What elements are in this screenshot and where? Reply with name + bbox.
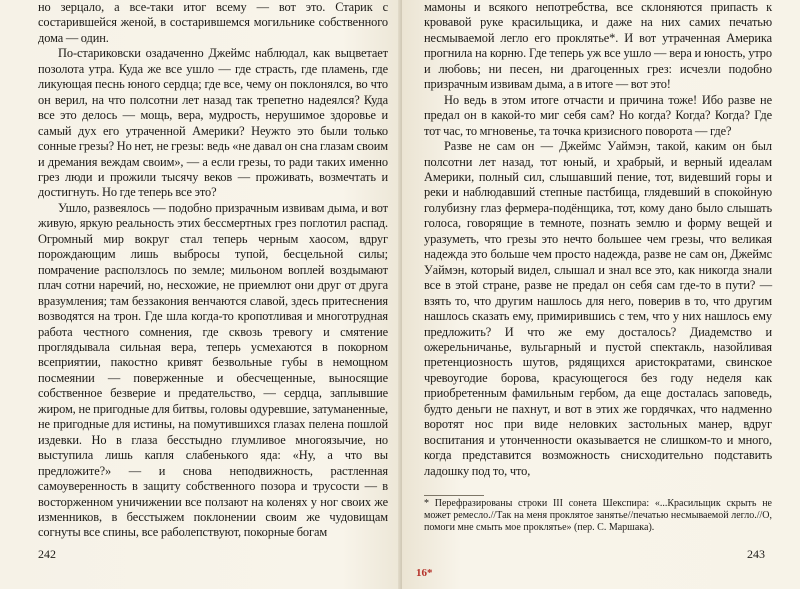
right-paragraph-1: мамоны и всякого непотребства, все склоняются припасть к кровавой руке красильщика, и даже на них самих печатью несмываемой легло его проклятье*. И вот утраченная Америка прогнила на корню. Где теперь уж все ушло — вера и юность, утро и любовь; ни песен, ни драгоценных грез: исчезли подобно призрачным извивам дыма, а в итоге — вот это! [424,0,772,92]
left-page-number: 242 [38,547,56,561]
footnote: * Перефразированы строки III сонета Шекспира: «...Красильщик скрыть не может ремесло.//Так на меня проклятое занятье//печатью несмываемой легло.//О, помоги мне смыть мое проклятье» (пер. С. Маршака). [424,498,772,533]
right-paragraph-2: Но ведь в этом итоге отчасти и причина тоже! Ибо разве не предал он в какой-то миг себя сам? Но когда? Когда? Когда? Где тот час, то мгновенье, та точка кризисного поворота — где? [424,92,772,138]
right-page-number: 243 [747,547,765,561]
left-paragraph-1: но зерцало, а все-таки итог всему — вот это. Старик с состарившейся женой, в состарившемся могильнике собственного дома — один. [38,0,388,45]
right-page [402,0,800,589]
left-paragraph-2: По-стариковски озадаченно Джеймс наблюдал, как выцветает позолота утра. Куда же все ушло — где страсть, где пламень, где ликующая песнь юного сердца; где все, чему он поклонялся, во что он верил, на что полсотни лет назад так трепетно надеялся? Куда все это делось — мощь, вера, мудрость, нерушимое здоровье и самый дух его утраченной Америки? Неужто это были только сонные грезы? Но нет, не грезы: ведь «не давал он сна глазам своим и дремания веждам своим», — а если грезы, то ради таких именно грез люди и прожили тысячу веков — проживать, возмечтать и достигнуть. Но где теперь все это? [38,46,388,200]
left-paragraph-3: Ушло, развеялось — подобно призрачным извивам дыма, и вот живую, яркую реальность этих бессмертных грез поглотил распад. Огромный мир вокруг стал теперь черным хаосом, вдруг порождающим лишь выбросы тупой, бесцельной силы; помрачение расползлось по земле; мильоном воплей воздымают плач сотни наречий, но, несхожие, не приемлют они друг от друга вразумления; там беззакония венчаются славой, здесь притеснения возводятся на трон. Где шла когда-то кропотливая и многотрудная работа честного сомнения, где сквозь тревогу и смятение проглядывала сильная вера, теперь усмехаются в покорном всеприятии, пакостно кривят безвольные губы в немощном посмеянии — поверженные и обесчещенные, выносящие собственное безверие и предательство, — сердца, заплывшие жиром, не пригодные для битвы, головы одуревшие, затуманенные, не пригодные для истины, на помутившихся глазах пелена пошлой издевки. Но в глаза бесстыдно глумливое многоязычие, но выступила лишь капля слабенького яда: «Ну, а что вы предложите?» — и снова неподвижность, растленная самоуверенность в защиту собственного позора и трусости — в восторженном уничижении все ползают на коленях у ног своих же изменников, в бесстыжем поклонении своим же чудовищам согнуты все спины, все раболепствуют, покорные богам [38,200,388,540]
right-page-text [424,0,772,479]
footnote-rule [424,495,484,496]
printer-signature-mark: 16* [416,567,433,579]
left-page-text [38,0,388,541]
right-paragraph-3: Разве не сам он — Джеймс Уаймэн, такой, каким он был полсотни лет назад, тот юный, и храбрый, и верный идеалам Америки, полный сил, слышавший пение, тот, видевший горы и реки и наблюдавший степные пастбища, глядевший в спокойную голубизну глаз фермера-подёнщика, тот, кому дано было слышать голоса, говорящие в темноте, познать землю и форму вещей и уразуметь, что грезы это нечто большее чем грезы, что великая надежда это больше чем просто надежда, разве не сам он, Джеймс Уаймэн, который видел, слышал и знал все это, как никогда знали все в этой стране, разве не предал он себя сам где-то в пути? — взять то, что другим нашлось для него, поверив в то, что другим нашлось сказать ему, примирившись с тем, что у них нашлось ему предложить? И что же ему досталось? Диадемство и ожерельничанье, вульгарный и пустой спектакль, назойливая претенциозность шутов, рядящихся аристократами, свинское чревоугодие борова, красующегося без году неделя как приобретенным фамильным гербом, да еще досталась заповедь, будто деньги не пахнут, и вот в этих же гордячках, что надменно воротят нос при виде неловких застольных манер, вдруг воспитания и утонченности оказывается не слишком-то и много, когда представится возможность снисходительно подставить ладошку под то, что, [424,139,772,478]
